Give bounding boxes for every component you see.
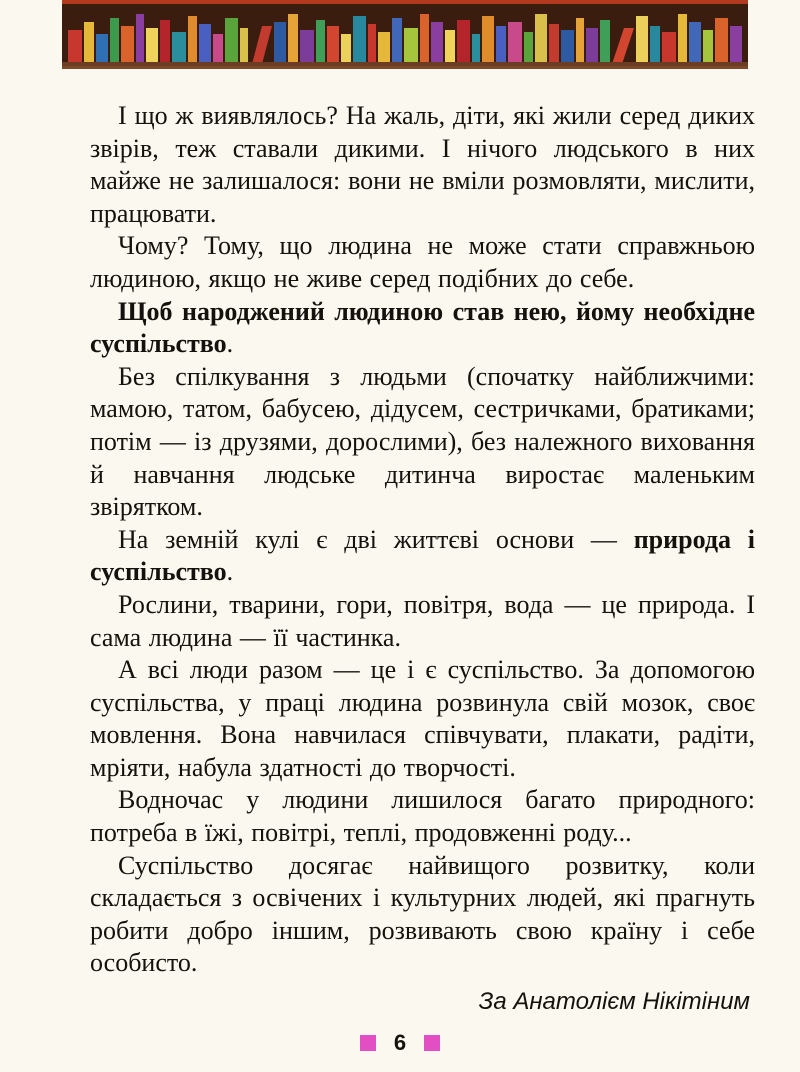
bold-terms: природа і суспільство [90,524,755,587]
author-attribution: За Анатолієм Нікітіним [478,988,750,1015]
page-footer [0,1030,800,1056]
paragraph-7: А всі люди разом — це і є суспільство. За допомогою суспільства, у праці людина розвинула свій мозок, своє мовлення. Вона навчилася співчувати, плакати, радіти, мріяти, набула здатності до творчості. [90,655,755,782]
bookshelf-illustration [62,4,748,66]
bold-statement: Щоб народжений людиною став нею, йому необхідне суспільство [90,296,755,359]
bookshelf-banner [62,4,748,69]
paragraph-2: Чому? Тому, що людина не може стати справжньою людиною, якщо не живе серед подібних до себе. [90,231,755,293]
article-text [90,100,755,980]
paragraph-8: Водночас у людини лишилося багато природного: потреба в їжі, повітрі, теплі, продовженні роду... [90,785,755,848]
paragraph-3-key-idea: Щоб народжений людиною став нею, йому необхідне суспільство. [90,296,755,359]
paragraph-6: Рослини, тварини, гори, повітря, вода — це природа. І сама людина — її частинка. [90,589,755,652]
pink-square-left-icon [360,1035,376,1051]
paragraph-5: На земній кулі є дві життєві основи — природа і суспільство. [90,524,755,587]
paragraph-1: І що ж виявлялось? На жаль, діти, які жили серед диких звірів, теж ставали дикими. І нічого людського в них майже не залишалося: вони не вміли розмовляти, мислити, працювати. [90,101,755,228]
page-number: 6 [393,1030,407,1055]
paragraph-4: Без спілкування з людьми (спочатку найближчими: мамою, татом, бабусею, дідусем, сестричками, братиками; потім — із друзями, дорослими), без належного виховання й навчання людське дитинча виростає маленьким звірятком. [90,361,755,522]
pink-square-right-icon [424,1035,440,1051]
paragraph-9: Суспільство досягає найвищого розвитку, коли складається з освічених і культурних людей, які прагнуть робити добро іншим, розвивають свою країну і себе особисто. [90,850,755,978]
